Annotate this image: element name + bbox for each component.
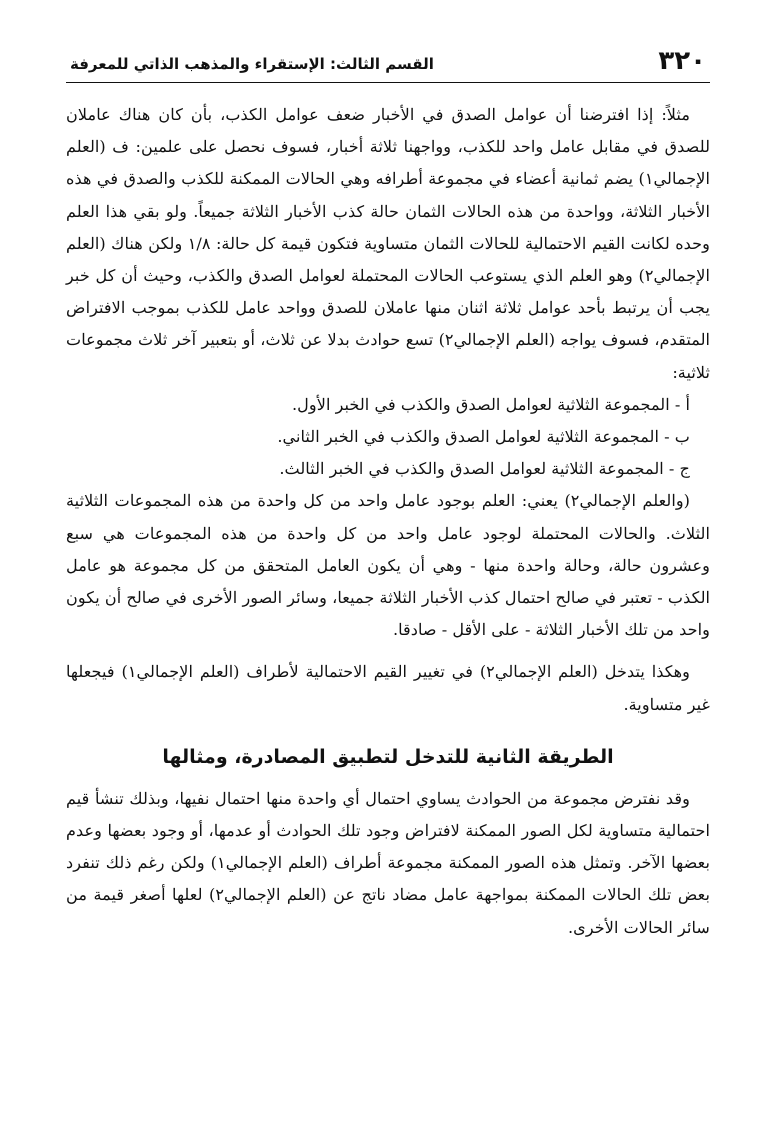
- spacer: [66, 646, 710, 656]
- page-header: [66, 46, 710, 83]
- list-item: أ - المجموعة الثلاثية لعوامل الصدق والكذب في الخبر الأول.: [292, 394, 690, 414]
- paragraph-example: مثلاً: إذا افترضنا أن عوامل الصدق في الأخبار ضعف عوامل الكذب، بأن كان هناك عاملان للصدق في مقابل عامل واحد للكذب، وواجهنا ثلاثة أخبار، فسوف نحصل على علمين: ف (العلم الإجمالي١) يضم ثمانية أعضاء في مجموعة أطرافه وهي الحالات الممكنة للكذب والصدق في هذه الأخبار الثلاثة، وواحدة من هذه الحالات الثمان حالة كذب الأخبار الثلاثة جميعاً. ولو بقي هذا العلم وحده لكانت القيم الاحتمالية للحالات الثمان متساوية فتكون قيمة كل حالة: ١/٨ ولكن هناك (العلم الإجمالي٢) وهو العلم الذي يستوعب الحالات المحتملة لعوامل الصدق والكذب، وحيث أن كل خبر يجب أن يرتبط بأحد عوامل ثلاثة اثنان منها عاملان للصدق وواحد عامل للكذب بموجب الافتراض المتقدم، فسوف يواجه (العلم الإجمالي٢) تسع حوادث بدلا عن ثلاث، أو بتعبير آخر ثلاث مجموعات ثلاثية:: [66, 105, 710, 382]
- paragraph-explanation: (والعلم الإجمالي٢) يعني: العلم بوجود عامل واحد من كل واحدة من هذه المجموعات الثلاثية الثلاث. والحالات المحتملة لوجود عامل واحد من كل واحدة من هذه المجموعات هي سبع وعشرون حالة، وحالة واحدة منها - وهي أن يكون العامل المتحقق من كل مجموعة هو عامل الكذب - تعتبر في صالح احتمال كذب الأخبار الثلاثة جميعا، وسائر الصور الأخرى في صالح أن يكون واحد من تلك الأخبار الثلاثة - على الأقل - صادقا.: [66, 491, 710, 640]
- running-title: القسم الثالث: الإستقراء والمذهب الذاتي للمعرفة: [70, 55, 434, 73]
- paragraph-section: وقد نفترض مجموعة من الحوادث يساوي احتمال أي واحدة منها احتمال نفيها، وبذلك تنشأ قيم احتمالية متساوية لكل الصور الممكنة لافتراض وجود تلك الحوادث أو عدمها، أو وجود بعضها وعدم بعضها الآخر. وتمثل هذه الصور الممكنة مجموعة أطراف (العلم الإجمالي١) ولكن رغم ذلك تنفرد بعض تلك الحالات الممكنة بمواجهة عامل مضاد ناتج عن (العلم الإجمالي٢) لعلها أصغر قيمة من سائر الحالات الأخرى.: [66, 788, 710, 937]
- page-body: [66, 46, 710, 944]
- section-heading: الطريقة الثانية للتدخل لتطبيق المصادرة، ومثالها: [162, 745, 614, 768]
- page-number: ٣٢٠: [658, 46, 706, 76]
- main-content: [66, 99, 710, 944]
- groups-list: [66, 389, 710, 486]
- list-item: ج - المجموعة الثلاثية لعوامل الصدق والكذب في الخبر الثالث.: [279, 459, 690, 479]
- paragraph-conclusion: وهكذا يتدخل (العلم الإجمالي٢) في تغيير القيم الاحتمالية لأطراف (العلم الإجمالي١) فيجعلها غير متساوية.: [66, 662, 710, 714]
- list-item: ب - المجموعة الثلاثية لعوامل الصدق والكذب في الخبر الثاني.: [277, 427, 690, 447]
